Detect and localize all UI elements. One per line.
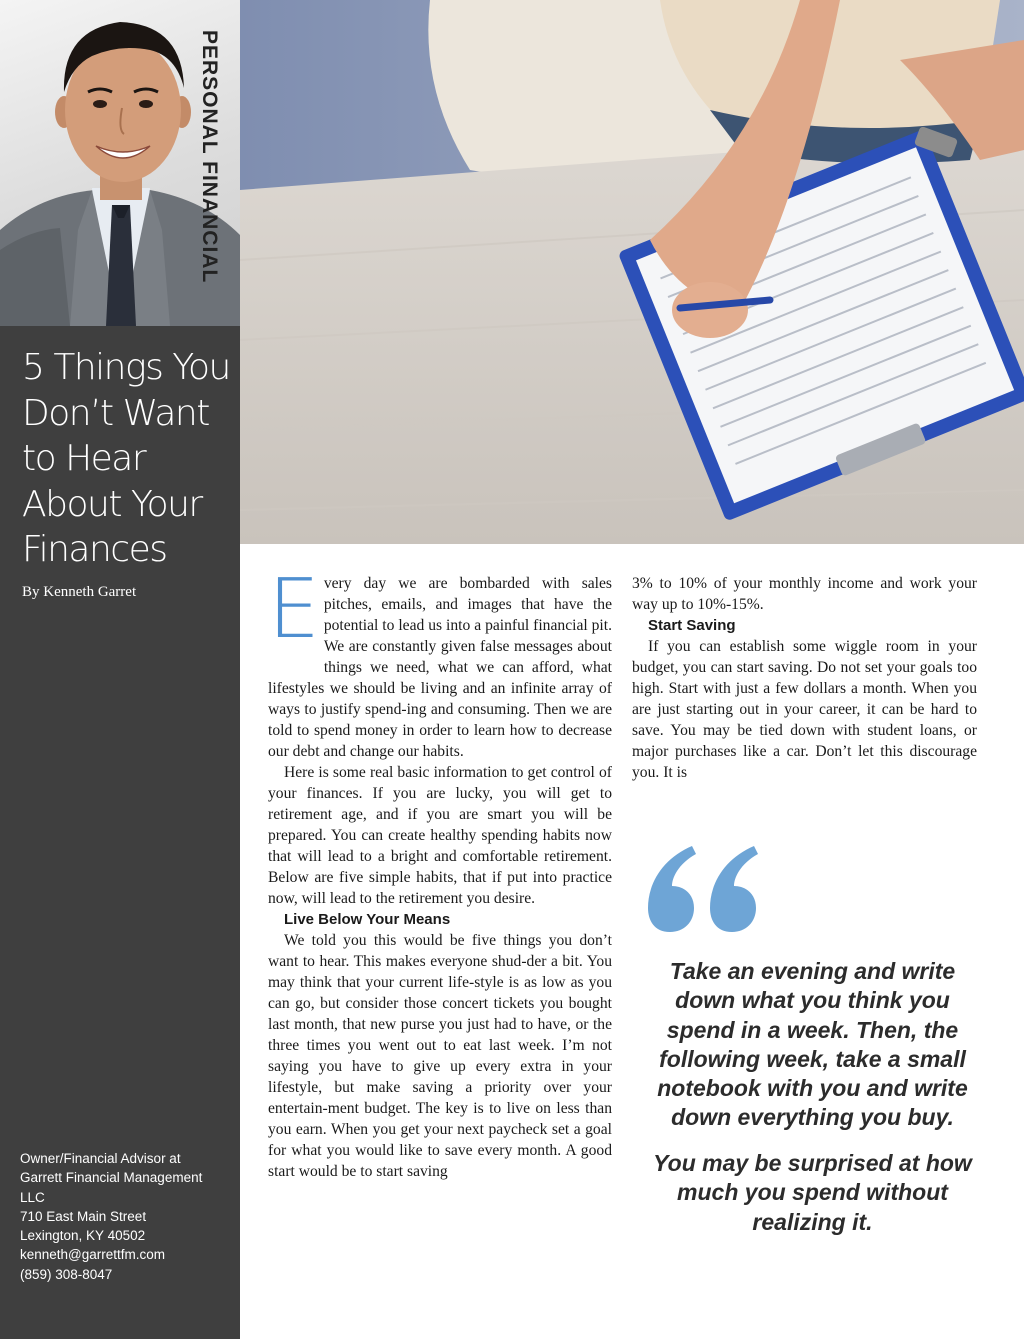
contact-line-street: 710 East Main Street <box>20 1208 147 1224</box>
hero-photo-illustration <box>240 0 1024 544</box>
intro-paragraph <box>268 562 612 762</box>
sidebar <box>0 0 240 1339</box>
contact-line-company: Garrett Financial Management <box>20 1170 203 1186</box>
article-column-1 <box>268 562 612 1182</box>
intro-paragraph-text: very day we are bombarded with sales pitches, emails, and images that have the potential to lead us into a painful financial pit. We are constantly given false messages about things we need, what we can afford, what lifestyles we should be living and an infinite array of ways to justify spend-ing and consuming. Then we are told to spend money in order to learn how to decrease our debt and change our habits. <box>268 575 612 760</box>
section-body-start-saving: If you can establish some wiggle room in your budget, you can start saving. Do not set your goals too high. Start with just a few dollars a month. When you are just starting out in your career, it can be hard to save. You may be tied down with student loans, or major purchases like a car. Don’t let this discourage you. It is <box>632 638 977 781</box>
quote-mark-icon <box>648 846 758 932</box>
pull-quote-secondary: You may be surprised at how much you spend without realizing it. <box>653 1150 972 1235</box>
section-label-text: PERSONAL FINANCIAL <box>198 30 221 284</box>
contact-phone: (859) 308-8047 <box>20 1266 113 1282</box>
section-label <box>199 30 243 310</box>
section-body-continued: 3% to 10% of your monthly income and work your way up to 10%-15%. <box>632 575 977 613</box>
author-contact <box>20 1149 235 1284</box>
contact-line-title: Owner/Financial Advisor at <box>20 1151 181 1166</box>
contact-email[interactable]: kenneth@garrettfm.com <box>20 1247 166 1263</box>
hero-photo <box>240 0 1024 544</box>
contact-line-city: Lexington, KY 40502 <box>20 1228 146 1244</box>
article-title: 5 Things You Don’t Want to Hear About Your Finances <box>22 347 230 570</box>
section-body-live-below-means: We told you this would be five things you don’t want to hear. This makes everyone shud-der a bit. You may think that your current life-style is as low as you can go, but consider those concert tickets you bought last month, that new purse you just had to have, or the three times you went out to eat last week. I’m not saying you have to give up every extra in your lifestyle, but make saving a priority over your entertain-ment budget. The key is to live on less than you earn. When you get your next paycheck set a goal for what you would like to save every month. A good start would be to start saving <box>268 932 612 1180</box>
intro-paragraph-2: Here is some real basic information to get control of your finances. If you are lucky, you will get to retirement age, and if you are smart you will be prepared. You can create healthy spending habits now that will lead to a bright and comfortable retirement. Below are five simple habits, that if put into practice now, will lead to the retirement you desire. <box>268 764 612 907</box>
section-heading-start-saving: Start Saving <box>648 617 736 634</box>
section-heading-live-below-means: Live Below Your Means <box>284 911 451 928</box>
pull-quote-main: Take an evening and write down what you think you spend in a week. Then, the following week, take a small notebook with you and write down everything you buy. <box>657 958 968 1131</box>
drop-cap: E <box>268 562 320 657</box>
contact-line-company-suffix: LLC <box>20 1189 45 1205</box>
article-column-2 <box>632 573 977 783</box>
byline: By Kenneth Garret <box>22 584 137 600</box>
